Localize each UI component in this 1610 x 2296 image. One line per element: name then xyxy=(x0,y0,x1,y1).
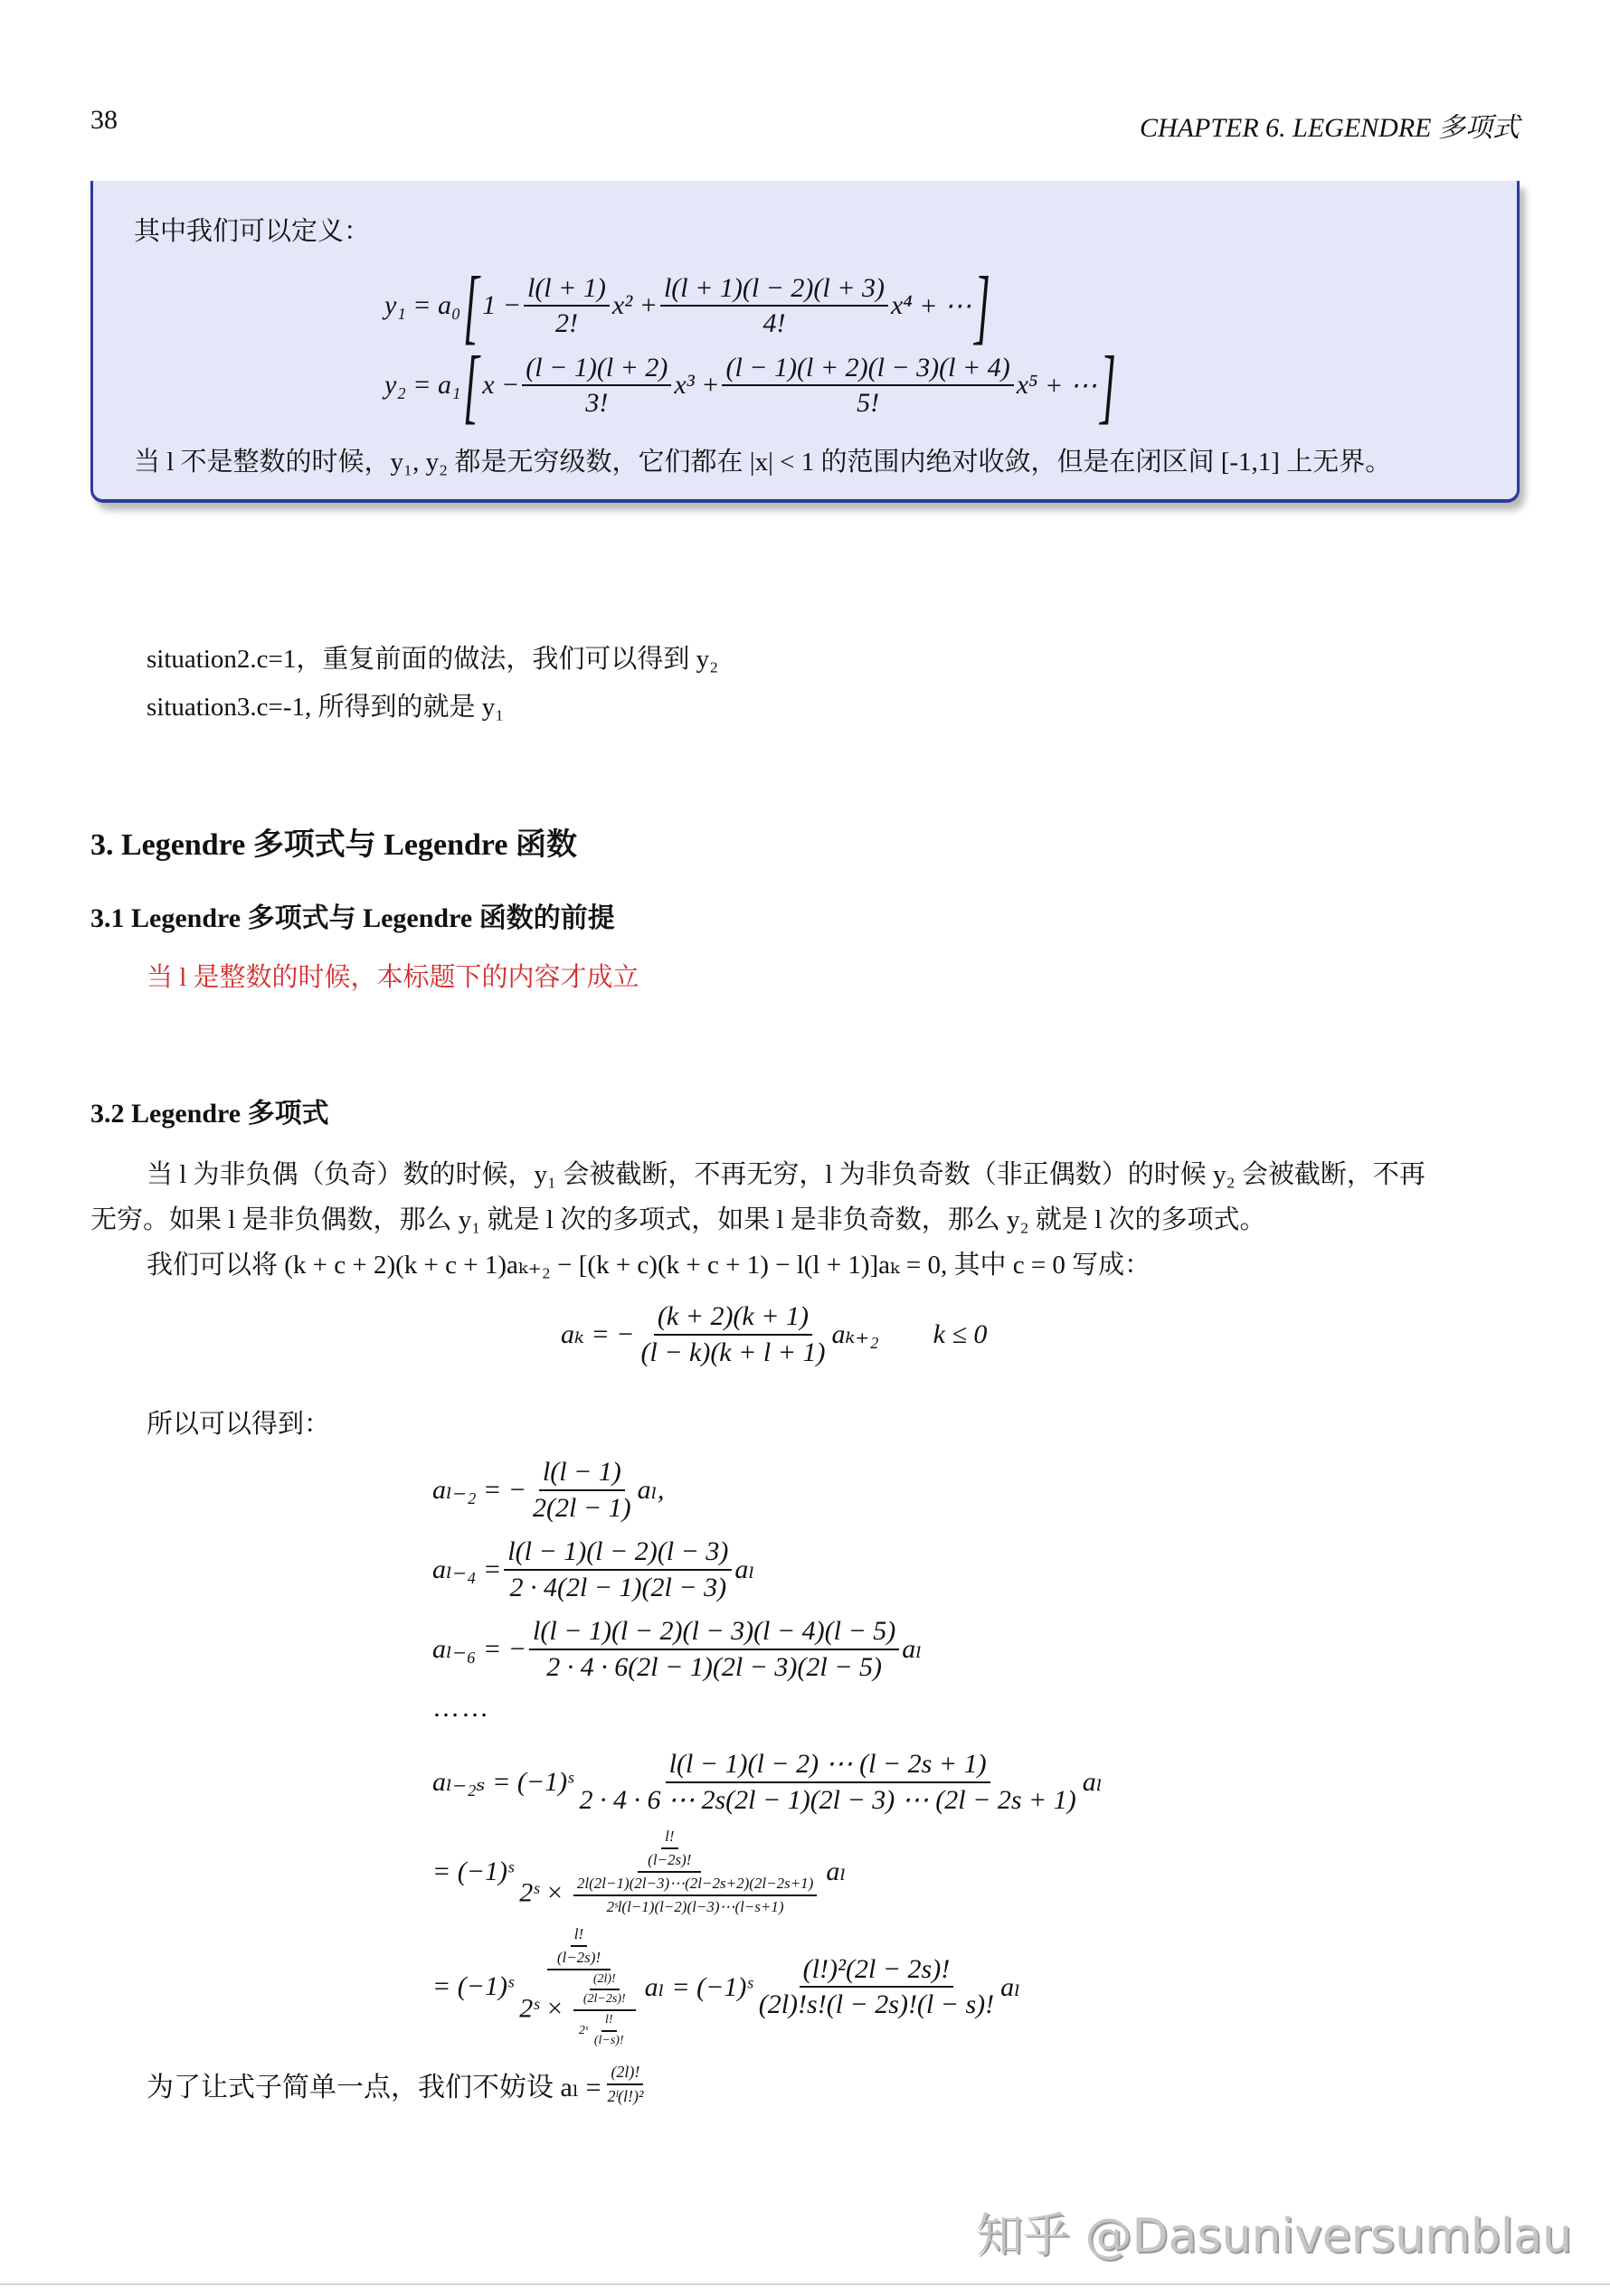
y2-lhs: y₂ = a₁ xyxy=(384,370,461,400)
page-number: 38 xyxy=(90,105,118,135)
zhihu-watermark: 知乎 @Dasuniversumblau xyxy=(975,2209,1572,2263)
outer-denominator xyxy=(516,1970,641,2048)
denominator: (l−s)! xyxy=(593,2033,624,2047)
denominator: 4! xyxy=(762,308,786,338)
general-coeff-equation xyxy=(432,1750,1103,1814)
ak-fraction xyxy=(637,1302,829,1366)
lhs: = (−1)ˢ xyxy=(432,1971,514,2002)
section-3-1-note: 当 l 是整数的时候，本标题下的内容才成立 xyxy=(147,963,639,992)
y2-equation xyxy=(384,339,1119,431)
simplify-text: 为了让式子简单一点，我们不妨设 aₗ = xyxy=(147,2072,601,2102)
lhs: aₗ₋₂ₛ = (−1)ˢ xyxy=(432,1767,573,1797)
denominator: (2l−2s)! xyxy=(582,1992,626,2007)
denominator: 2 · 4 · 6(2l − 1)(2l − 3)(2l − 5) xyxy=(546,1651,882,1682)
nested-numerator xyxy=(573,1973,636,2011)
section-3-2-para-line1: 当 l 为非负偶（负奇）数的时候，y₁ 会被截断，不再无穷，l 为非负奇数（非正偶数）的时候 y₂ 会被截断，不再 xyxy=(147,1160,1425,1189)
ak-lhs: aₖ = − xyxy=(561,1319,635,1349)
coeff-equation-1 xyxy=(432,1458,664,1522)
denominator: (2l)!s!(l − 2s)!(l − s)! xyxy=(758,1989,995,2020)
denominator: 2 · 4 · 6 ⋯ 2s(2l − 1)(2l − 3) ⋯ (2l − 2s + 1) xyxy=(579,1784,1076,1815)
y1-fraction-2 xyxy=(660,274,888,338)
numerator: (l − 1)(l + 2)(l − 3)(l + 4) xyxy=(722,354,1013,387)
recurrence-text: 我们可以将 (k + c + 2)(k + c + 1)aₖ₊₂ − [(k + c)(k + c + 1) − l(l + 1)]aₖ = 0, 其中 c = 0 写成： xyxy=(147,1251,1151,1280)
prefix: 2ˢ xyxy=(578,2023,588,2037)
fraction xyxy=(529,1617,899,1681)
rhs: aₗ xyxy=(1000,1971,1021,2002)
outer-fraction xyxy=(516,1828,823,1914)
simplify-line xyxy=(147,2064,649,2105)
denominator: 5! xyxy=(857,388,880,418)
den-prefix: 2ˢ × xyxy=(519,1992,564,2023)
nested-fraction xyxy=(573,1973,636,2048)
nested-inner xyxy=(580,1973,630,2007)
y1-tail: + ⋯ xyxy=(919,290,971,321)
denominator: 3! xyxy=(585,388,609,418)
numerator: (k + 2)(k + 1) xyxy=(654,1302,812,1336)
y2-tail: + ⋯ xyxy=(1044,370,1097,401)
y2-term1: x − xyxy=(482,370,520,400)
numerator: (2l)! xyxy=(607,2064,643,2085)
y1-term1: 1 − xyxy=(482,290,521,320)
denominator: (l−2s)! xyxy=(556,1948,601,1966)
y2-x-power-2: x⁵ xyxy=(1016,370,1038,400)
denominator: (l−2s)! xyxy=(648,1850,692,1868)
numerator: (l − 1)(l + 2) xyxy=(522,354,671,387)
ak-condition: k ≤ 0 xyxy=(933,1318,988,1349)
y1-x-power-2: x⁴ xyxy=(890,290,913,320)
left-bracket: [ xyxy=(463,339,480,431)
numerator: l(l − 1) xyxy=(539,1458,625,1491)
step2-equation xyxy=(432,1828,847,1914)
box-note: 当 l 不是整数的时候，y₁, y₂ 都是无穷级数，它们都在 |x| < 1 的范围内绝对收敛，但是在闭区间 [-1,1] 上无界。 xyxy=(134,448,1392,477)
y1-lhs: y₁ = a₀ xyxy=(384,290,461,320)
lhs: = (−1)ˢ xyxy=(432,1856,514,1886)
y2-fraction-1 xyxy=(522,354,671,418)
numerator: l! xyxy=(601,2014,617,2032)
ellipsis: …… xyxy=(432,1693,490,1723)
coeff-equation-2 xyxy=(432,1537,755,1602)
numerator: l(l − 1)(l − 2)(l − 3)(l − 4)(l − 5) xyxy=(529,1617,899,1650)
numerator: l(l − 1)(l − 2)(l − 3) xyxy=(504,1537,732,1571)
fraction xyxy=(504,1537,732,1602)
lhs: aₗ₋₆ = − xyxy=(432,1634,527,1664)
result-fraction xyxy=(755,1955,998,2019)
lhs: aₗ₋₂ = − xyxy=(432,1475,527,1505)
numerator: 2l(2l−1)(2l−3)⋯(2l−2s+2)(2l−2s+1) xyxy=(573,1876,817,1896)
rhs: aₗ xyxy=(826,1857,847,1887)
y2-x-power: x³ xyxy=(674,370,695,400)
outer-denominator xyxy=(516,1873,823,1915)
den-prefix: 2ˢ × xyxy=(519,1877,564,1908)
y1-fraction-1 xyxy=(524,274,610,338)
al-fraction xyxy=(604,2064,648,2105)
plus-sign: + xyxy=(701,370,720,400)
denominator: (l − k)(k + l + 1) xyxy=(640,1337,826,1367)
outer-fraction xyxy=(516,1926,641,2047)
numerator: (2l)! xyxy=(590,1973,620,1991)
situation-3: situation3.c=-1, 所得到的就是 y₁ xyxy=(147,693,505,722)
fraction xyxy=(575,1750,1079,1814)
y1-equation xyxy=(384,260,993,352)
denominator: 2! xyxy=(554,308,578,338)
section-3-2-title: 3.2 Legendre 多项式 xyxy=(90,1099,329,1129)
box-intro-text: 其中我们可以定义： xyxy=(134,217,371,246)
section-3-1-title: 3.1 Legendre 多项式与 Legendre 函数的前提 xyxy=(90,903,615,933)
right-bracket: ] xyxy=(1099,339,1116,431)
rhs: aₗ xyxy=(1082,1767,1103,1797)
numerator: l(l + 1)(l − 2)(l + 3) xyxy=(660,274,888,307)
step3-equation xyxy=(432,1926,1020,2047)
y1-x-power: x² xyxy=(611,290,633,320)
plus-sign: + xyxy=(639,290,658,320)
nested-denominator xyxy=(575,2011,634,2047)
inner-fraction xyxy=(554,1926,604,1966)
bottom-divider xyxy=(0,2283,1610,2285)
denominator: 2ˡ(l!)² xyxy=(607,2086,644,2105)
ak-rhs: aₖ₊₂ xyxy=(831,1319,879,1349)
outer-numerator xyxy=(638,1828,701,1873)
nested-inner xyxy=(591,2014,628,2047)
inner-fraction xyxy=(644,1828,695,1868)
rhs: aₗ, xyxy=(637,1475,665,1505)
numerator: l! xyxy=(661,1828,677,1849)
numerator: l(l + 1) xyxy=(524,274,610,307)
so-we-get-text: 所以可以得到： xyxy=(147,1410,331,1439)
rhs: aₗ xyxy=(902,1634,923,1664)
lhs: aₗ₋₄ = xyxy=(432,1554,502,1584)
y2-fraction-2 xyxy=(722,354,1013,418)
ak-equation xyxy=(561,1302,987,1366)
coeff-equation-3 xyxy=(432,1617,922,1681)
section-3-title: 3. Legendre 多项式与 Legendre 函数 xyxy=(90,828,577,862)
outer-numerator xyxy=(547,1926,611,1970)
numerator: l(l − 1)(l − 2) ⋯ (l − 2s + 1) xyxy=(666,1750,990,1783)
mid: aₗ = (−1)ˢ xyxy=(644,1971,753,2002)
section-3-2-para-line2: 无穷。如果 l 是非负偶数，那么 y₁ 就是 l 次的多项式，如果 l 是非负奇数，那么 y₂ 就是 l 次的多项式。 xyxy=(90,1205,1266,1234)
denominator: 2ˢl(l−1)(l−2)(l−3)⋯(l−s+1) xyxy=(606,1897,784,1915)
denominator: 2(2l − 1) xyxy=(533,1492,631,1523)
rhs: aₗ xyxy=(734,1554,755,1584)
left-bracket: [ xyxy=(463,260,480,352)
inner-fraction xyxy=(573,1876,817,1915)
right-bracket: ] xyxy=(973,260,990,352)
situation-2: situation2.c=1，重复前面的做法，我们可以得到 y₂ xyxy=(147,645,719,674)
numerator: l! xyxy=(571,1926,587,1947)
numerator: (l!)²(2l − 2s)! xyxy=(800,1955,954,1989)
denominator: 2 · 4(2l − 1)(2l − 3) xyxy=(509,1572,727,1602)
chapter-header: CHAPTER 6. LEGENDRE 多项式 xyxy=(1140,113,1520,143)
fraction xyxy=(529,1458,635,1522)
